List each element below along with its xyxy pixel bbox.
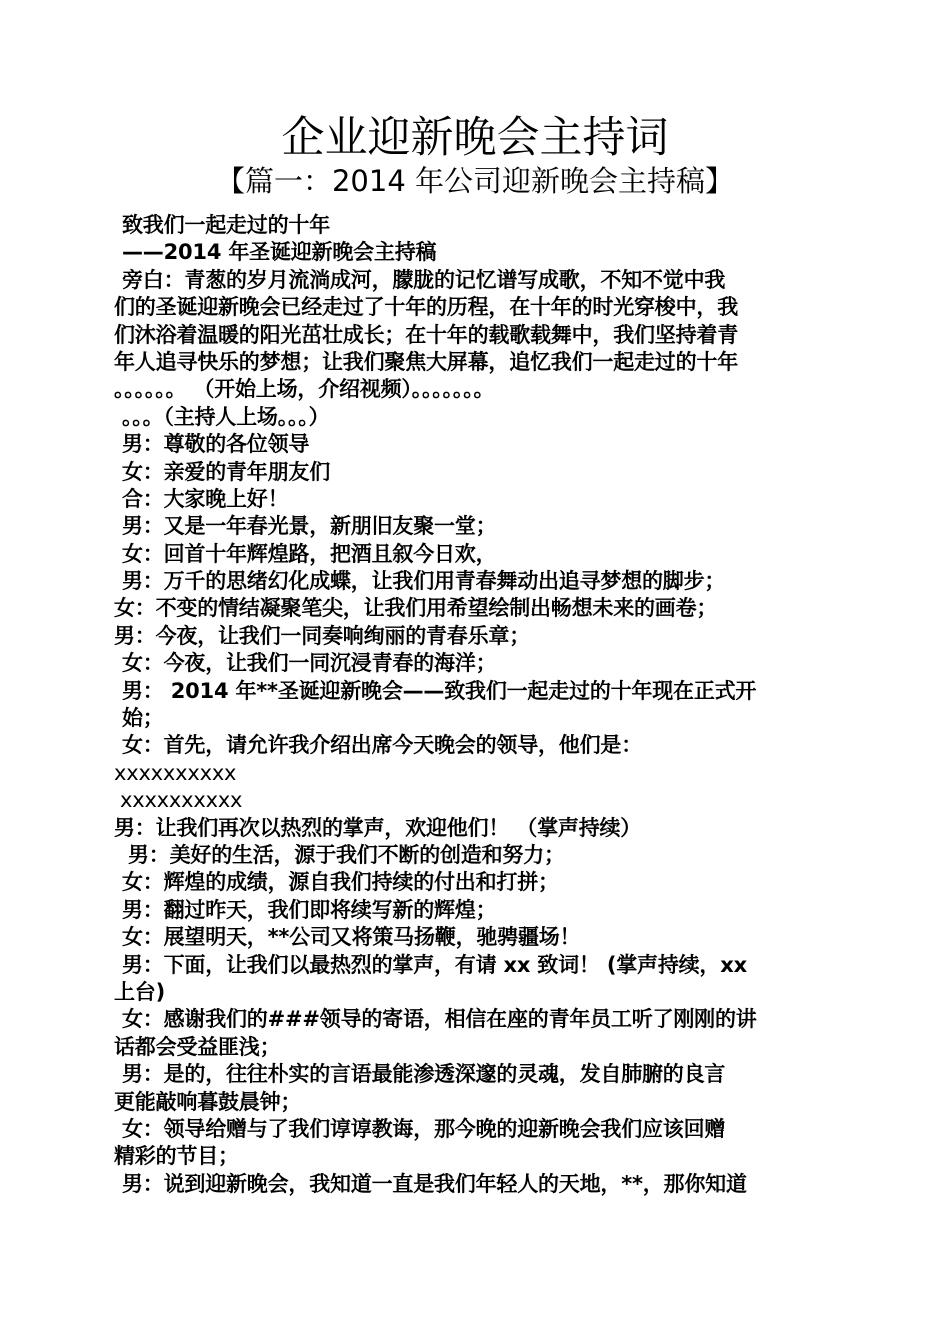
body-line: 女：回首十年辉煌路，把酒且叙今日欢， (122, 541, 497, 566)
body-line: 致我们一起走过的十年 (122, 213, 330, 237)
body-line: 男： 2014 年**圣诞迎新晚会——致我们一起走过的十年现在正式开 (122, 678, 757, 703)
body-line: 年人追寻快乐的梦想；让我们聚焦大屏幕，追忆我们一起走过的十年 (114, 349, 738, 374)
body-line: 旁白：青葱的岁月流淌成河，朦胧的记忆谱写成歌，不知不觉中我 (122, 267, 726, 292)
body-line: xxxxxxxxxx (120, 788, 243, 813)
body-line: 男：让我们再次以热烈的掌声，欢迎他们！ （掌声持续） (114, 815, 642, 840)
body-line: 女：辉煌的成绩，源自我们持续的付出和打拼； (122, 870, 559, 895)
body-line: 上台) (114, 979, 165, 1004)
body-line: 男：万千的思绪幻化成蝶，让我们用青春舞动出追寻梦想的脚步； (122, 569, 726, 594)
body-line: 合：大家晚上好！ (122, 486, 289, 511)
document-title: 企业迎新晚会主持词 (281, 113, 669, 163)
body-line: 男：尊敬的各位领导 (122, 432, 310, 457)
body-line: 们沐浴着温暖的阳光茁壮成长；在十年的载歌载舞中，我们坚持着青 (114, 322, 738, 347)
body-line: 女：不变的情结凝聚笔尖，让我们用希望绘制出畅想未来的画卷； (114, 596, 718, 621)
body-line: 女：首先，请允许我介绍出席今天晚会的领导，他们是： (122, 733, 642, 758)
document-body (114, 212, 844, 1198)
body-line: xxxxxxxxxx (114, 760, 237, 785)
body-line: 。。。（主持人上场。。。） (122, 404, 330, 429)
body-line: 精彩的节目； (114, 1144, 239, 1169)
body-line: 女：亲爱的青年朋友们 (122, 459, 330, 484)
body-line: 。。。。。。 （开始上场，介绍视频）。。。。。。。 (114, 377, 495, 402)
body-line: 女：领导给赠与了我们谆谆教诲，那今晚的迎新晚会我们应该回赠 (122, 1116, 726, 1141)
body-line: 男：翻过昨天，我们即将续写新的辉煌； (122, 897, 497, 922)
body-line: 男：又是一年春光景，新朋旧友聚一堂； (122, 514, 497, 539)
body-line: 男：下面，让我们以最热烈的掌声，有请 xx 致词！ (掌声持续，xx (122, 952, 747, 977)
body-line: 话都会受益匪浅； (114, 1034, 281, 1059)
body-line: 男：是的，往往朴实的言语最能渗透深邃的灵魂，发自肺腑的良言 (122, 1062, 726, 1087)
body-line: 们的圣诞迎新晚会已经走过了十年的历程，在十年的时光穿梭中，我 (114, 295, 738, 320)
body-line: 女：展望明天，**公司又将策马扬鞭，驰骋疆场！ (122, 925, 581, 950)
body-line: 男：说到迎新晚会，我知道一直是我们年轻人的天地，**，那你知道 (122, 1171, 747, 1196)
body-line: 男：今夜，让我们一同奏响绚丽的青春乐章； (114, 623, 530, 648)
body-line: 更能敲响暮鼓晨钟； (114, 1089, 302, 1114)
body-line: 女：感谢我们的###领导的寄语，相信在座的青年员工听了刚刚的讲 (122, 1007, 757, 1032)
body-line: 女：今夜，让我们一同沉浸青春的海洋； (122, 651, 497, 676)
body-line: ——2014 年圣诞迎新晚会主持稿 (122, 240, 437, 265)
document-subtitle: 【篇一：2014 年公司迎新晚会主持稿】 (215, 164, 735, 198)
body-line: 始； (122, 706, 164, 731)
body-line: 男：美好的生活，源于我们不断的创造和努力； (128, 842, 565, 867)
